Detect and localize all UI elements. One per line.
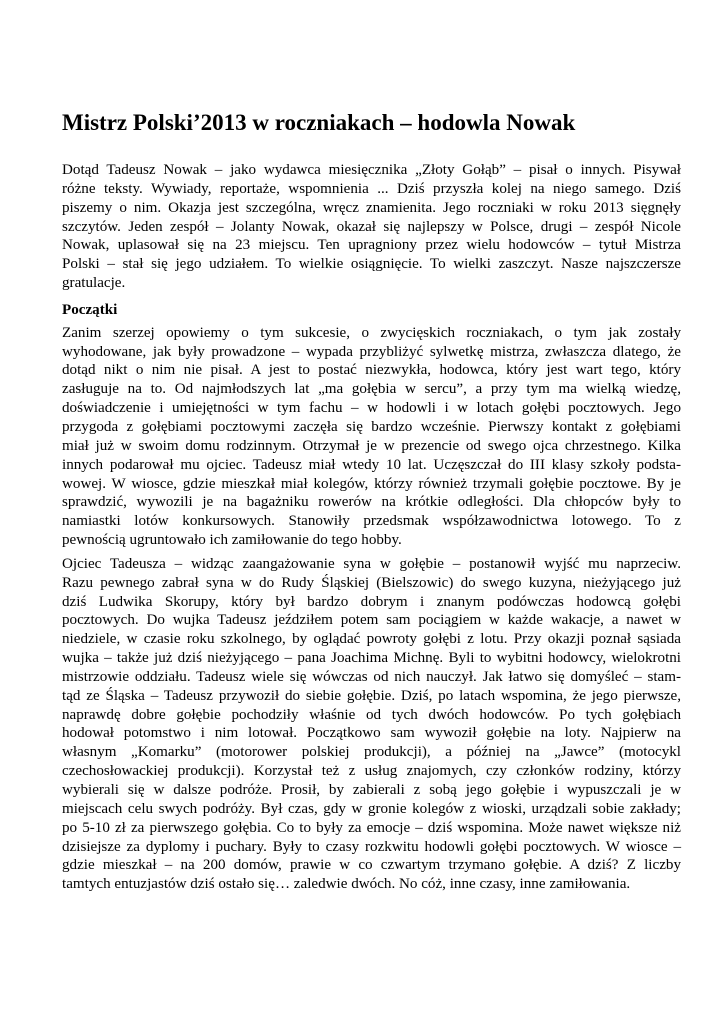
text-line: naprawdę dobre gołębie pochodziły właśnie od tych dwóch hodowców. Po tych gołębiach [62,706,681,723]
text-line: piszemy o nim. Okazja jest szczególna, wręcz znamienita. Jego roczniaki w roku 2013 sięgnęły [62,199,681,216]
text-line: Dotąd Tadeusz Nowak – jako wydawca miesięcznika „Złoty Gołąb” – pisał o innych. Pisywał [62,162,681,178]
text-line: hodował potomstwo i nim lotował. Początkowo sam wywoził gołębie na loty. Najpierw na [62,725,681,742]
text-line: pocztowych. Do wujka Tadeusz jeździłem potem sam pociągiem w każde wakacje, a nawet w [62,612,681,629]
section-heading: Początki [62,301,118,318]
text-line: wybierali się w dalsze podróże. Prosił, by zabierali z sobą jego gołębie i wypuszczali je w [62,782,681,798]
paragraph-father [62,555,681,894]
text-line: Polski – stał się jego udziałem. To wielkie osiągnięcie. To wielki zaszczyt. Nasze najszczersze [62,256,681,273]
text-line: różne teksty. Wywiady, reportaże, wspomnienia ... Dziś przyszła kolej na niego samego. Dziś [62,180,681,197]
text-line: Razu pewnego zabrał syna w do Rudy Śląskiej (Bielszowic) do swego kuzyna, nieżyjącego już [62,574,681,591]
page-title: Mistrz Polski’2013 w roczniakach – hodowla Nowak [62,110,576,135]
text-line: namiastki lotów konkursowych. Stanowiły przedsmak współzawodnictwa lotowego. To z [62,513,681,530]
text-line: po 5-10 zł za pierwszego gołębia. Co to były za emocje – dziś wspomina. Może nawet większe niż [62,819,681,836]
text-line: pewnością ugruntowało ich zamiłowanie do tego hobby. [62,532,402,549]
text-line: miejscach celu swych podróży. Był czas, gdy w gronie kolegów z wioski, urządzali sobie zakłady; [62,800,681,817]
text-line: czechosłowackiej produkcji). Korzystał też z usług znajomych, czy członków rodziny, którzy [62,763,681,780]
text-line: innych podarował mu ojciec. Tadeusz miał wtedy 10 lat. Uczęszczał do III klasy szkoły podsta- [62,456,681,473]
text-line: przygoda z gołębiami pocztowymi zaczęła się bardzo wcześnie. Pierwszy kontakt z gołębiami [62,418,681,435]
text-line: wowej. W wiosce, gdzie mieszkał miał kolegów, którzy również trzymali gołębie pocztowe. By je [62,475,681,492]
text-line: doświadczenie i umiejętności w tym fachu – w hodowli i w lotach gołębi pocztowych. Jego [62,400,681,417]
text-line: dotąd nikt o nim nie pisał. A jest to postać niezwykła, hodowca, który jest wart tego, który [62,362,681,379]
text-line: gratulacje. [62,275,126,292]
text-line: miał już w swoim domu rodzinnym. Otrzymał je w prezencie od swego ojca chrzestnego. Kilka [62,437,681,454]
text-line: niedziele, w czasie roku szkolnego, by oglądać powroty gołębi z lotu. Przy okazji poznał sąsiada [62,631,681,648]
text-line: szczytów. Jeden zespół – Jolanty Nowak, okazał się najlepszy w Polsce, drugi – zespół Nicole [62,218,681,235]
text-line: Zanim szerzej opowiemy o tym sukcesie, o zwycięskich roczniakach, o tym jak zostały [62,324,681,341]
text-line: tamtych entuzjastów dziś ostało się… zaledwie dwóch. No cóż, inne czasy, inne zamiłowania. [62,876,631,893]
text-line: dzisiejsze za dyplomy i puchary. Były to czasy rozkwitu hodowli gołębi pocztowych. W wiosce – [62,838,681,855]
text-line: własnym „Komarku” (motorower polskiej produkcji), a później na „Jawce” (motocykl [62,744,681,761]
text-line: mistrzowie oddziału. Tadeusz wiele się wówczas od nich nauczył. Jak łatwo się domyśleć – stam- [62,668,681,685]
text-line: Nowak, uplasował się na 23 miejscu. Ten upragniony przez wielu hodowców – tytuł Mistrza [62,237,681,254]
article-body [62,161,681,894]
text-line: Ojciec Tadeusza – widząc zaangażowanie syna w gołębie – postanowił wyjść mu naprzeciw. [62,555,681,572]
text-line: sprawdzić, wywozili je na bagażniku rowerów na krótkie odległości. Dla chłopców były to [62,494,681,511]
text-line: wujka – także już dziś nieżyjącego – pana Joachima Michnę. Byli to wybitni hodowcy, wielokrotni [62,650,681,667]
text-line: tąd ze Śląska – Tadeusz przywoził do siebie gołębie. Dziś, po latach wspomina, że jego pierwsze, [62,687,681,704]
text-line: gdzie mieszkał – na 200 domów, prawie w co czwartym trzymano gołębie. A dziś? Z liczby [62,857,681,874]
intro-paragraph [62,161,681,293]
text-line: dziś Ludwika Skorupy, który był bardzo dobrym i znanym podówczas hodowcą gołębi [62,593,681,610]
text-line: wyhodowane, jak były prowadzone – wypada przybliżyć sylwetkę mistrza, zwłaszcza dlatego, że [62,343,681,360]
paragraph-beginnings [62,324,681,550]
text-line: zasługuje na to. Od najmłodszych lat „ma gołębia w sercu”, a przy tym ma wielką wiedzę, [62,381,681,398]
